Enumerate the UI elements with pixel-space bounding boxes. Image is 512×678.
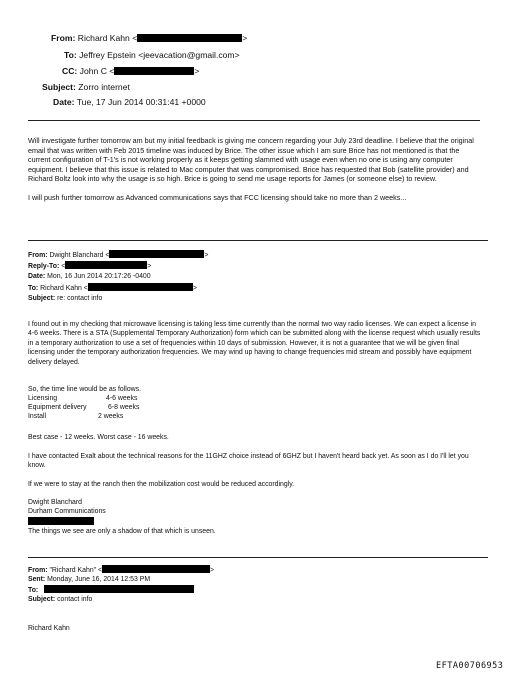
email2-signature (28, 498, 328, 537)
email2-date-line (28, 272, 151, 281)
timeline-item: Install (28, 413, 47, 420)
email2-body-p2 (28, 385, 484, 394)
email1-body (28, 136, 482, 203)
timeline-row (28, 413, 46, 422)
timeline-duration: 4-6 weeks (106, 395, 138, 402)
redaction-box (137, 34, 242, 42)
subject-label: Subject: (28, 596, 56, 603)
email3-sent-line (28, 575, 150, 584)
from-value: Richard Kahn < (77, 33, 138, 43)
to-value: Richard Kahn < (40, 285, 88, 292)
email1-date-line (53, 97, 206, 108)
date-label: Date: (53, 97, 75, 107)
subject-value: Zorro internet (78, 82, 130, 92)
email2-replyto-line: Reply-To: < > (28, 263, 152, 270)
redaction-box (28, 517, 94, 525)
timeline-row (28, 404, 87, 413)
redaction-box (88, 283, 193, 291)
email2-from-line: From: Dwight Blanchard < > (28, 252, 209, 259)
email1-cc-line: CC: John C < > (62, 66, 200, 76)
signature-redacted-line (28, 517, 328, 527)
replyto-label: Reply-To: (28, 263, 60, 270)
to-label: To: (28, 285, 39, 292)
to-label: To: (64, 50, 77, 60)
to-label: To: (28, 587, 39, 594)
email2-body-p5 (28, 480, 484, 489)
email1-subject-line (42, 82, 130, 93)
from-label: From: (28, 567, 48, 574)
from-value: "Richard Kahn" < (49, 567, 103, 574)
email3-signature (28, 624, 70, 633)
date-value: Tue, 17 Jun 2014 00:31:41 +0000 (76, 97, 206, 107)
redaction-box (109, 250, 204, 258)
subject-label: Subject: (28, 295, 56, 302)
email3-subject-line (28, 595, 92, 604)
timeline-row (28, 395, 57, 404)
cc-value: John C < (79, 66, 115, 76)
sent-value: Monday, June 16, 2014 12:53 PM (47, 576, 151, 583)
signature-company: Durham Communications (28, 508, 106, 516)
from-value: Dwight Blanchard < (49, 252, 110, 259)
cc-label: CC: (62, 66, 78, 76)
message-divider (28, 557, 488, 558)
redaction-box (114, 67, 194, 75)
redaction-box (65, 261, 147, 269)
body-paragraph: I have contacted Exalt about the technical reasons for the 11GHZ choice instead of 6GHZ but I haven't heard back yet. As soon as I do I'll let you know. (28, 453, 469, 470)
date-label: Date: (28, 273, 46, 280)
body-paragraph: Will investigate further tomorrow am but my initial feedback is giving me concern regarding your July 23rd deadline. I believe that the original email that was written with Feb 2015 timeline was induced by Brice. The other issue which I am sure Brice has not mentioned is that the current configuration of T-1's is not working properly as it keeps getting slammed with usage even when no one is using any computer equipment. I believe that this issue is related to Mac computer that was compromised. Brice has requested that Bob (satellite provider) and Richard Boltz look into why the usage is so high. Brice is going to send me usage reports for James (or someone else) to review. (28, 136, 474, 184)
email2-to-line: To: Richard Kahn < > (28, 285, 197, 292)
document-id-stamp: EFTA00706953 (436, 661, 504, 671)
timeline-item: Licensing (28, 395, 58, 402)
header-divider (28, 120, 480, 121)
signature-name: Dwight Blanchard (28, 499, 83, 506)
email3-to-line (28, 585, 194, 595)
body-paragraph: So, the time line would be as follows. (28, 386, 141, 393)
email1-to-line (64, 50, 240, 61)
email2-body-p3 (28, 433, 484, 442)
timeline-duration: 2 weeks (98, 413, 124, 420)
signature-quote: The things we see are only a shadow of that which is unseen. (28, 528, 216, 536)
replyto-value: < (61, 263, 66, 270)
subject-value: re: contact info (57, 295, 103, 302)
email2-body-p4 (28, 452, 484, 471)
from-label: From: (28, 252, 48, 259)
date-value: Mon, 16 Jun 2014 20:17:26 -0400 (47, 273, 151, 280)
email1-from-line: From: Richard Kahn < > (51, 33, 248, 43)
sent-label: Sent: (28, 576, 46, 583)
body-paragraph: Best case - 12 weeks. Worst case - 16 weeks. (28, 434, 169, 441)
to-value: Jeffrey Epstein <jeevacation@gmail.com> (79, 50, 240, 60)
timeline-table (28, 395, 228, 423)
body-paragraph: I will push further tomorrow as Advanced communications says that FCC licensing should take no more than 2 weeks... (28, 192, 407, 202)
email2-body-p1 (28, 320, 484, 367)
redaction-box (102, 565, 210, 573)
subject-label: Subject: (42, 82, 76, 92)
email3-from-line: From: "Richard Kahn" < > (28, 567, 215, 574)
timeline-item: Equipment delivery (28, 404, 87, 411)
subject-value: contact info (57, 596, 93, 603)
signature-name: Richard Kahn (28, 625, 70, 632)
email2-subject-line (28, 294, 102, 303)
from-label: From: (51, 33, 76, 43)
redaction-box (44, 585, 194, 593)
body-paragraph: I found out in my checking that microwave licensing is taking less time currently than the normal two way radio licenses. We can expect a license in 4-6 weeks. There is a STA (Supplemental Temporary Authorization) form which can be submitted along with the license request which usually results in a temporary authorization to use a set of frequencies within 10 days of submission. However, it is not a guarantee that we will be given final licensing under the temporary authorization frequencies. We may wind up having to change frequencies mid stream and possibly have equipment delivery delayed. (28, 321, 481, 366)
timeline-duration: 6-8 weeks (108, 404, 140, 411)
message-divider (28, 240, 488, 241)
body-paragraph: If we were to stay at the ranch then the mobilization cost would be reduced accordingly. (28, 481, 295, 488)
